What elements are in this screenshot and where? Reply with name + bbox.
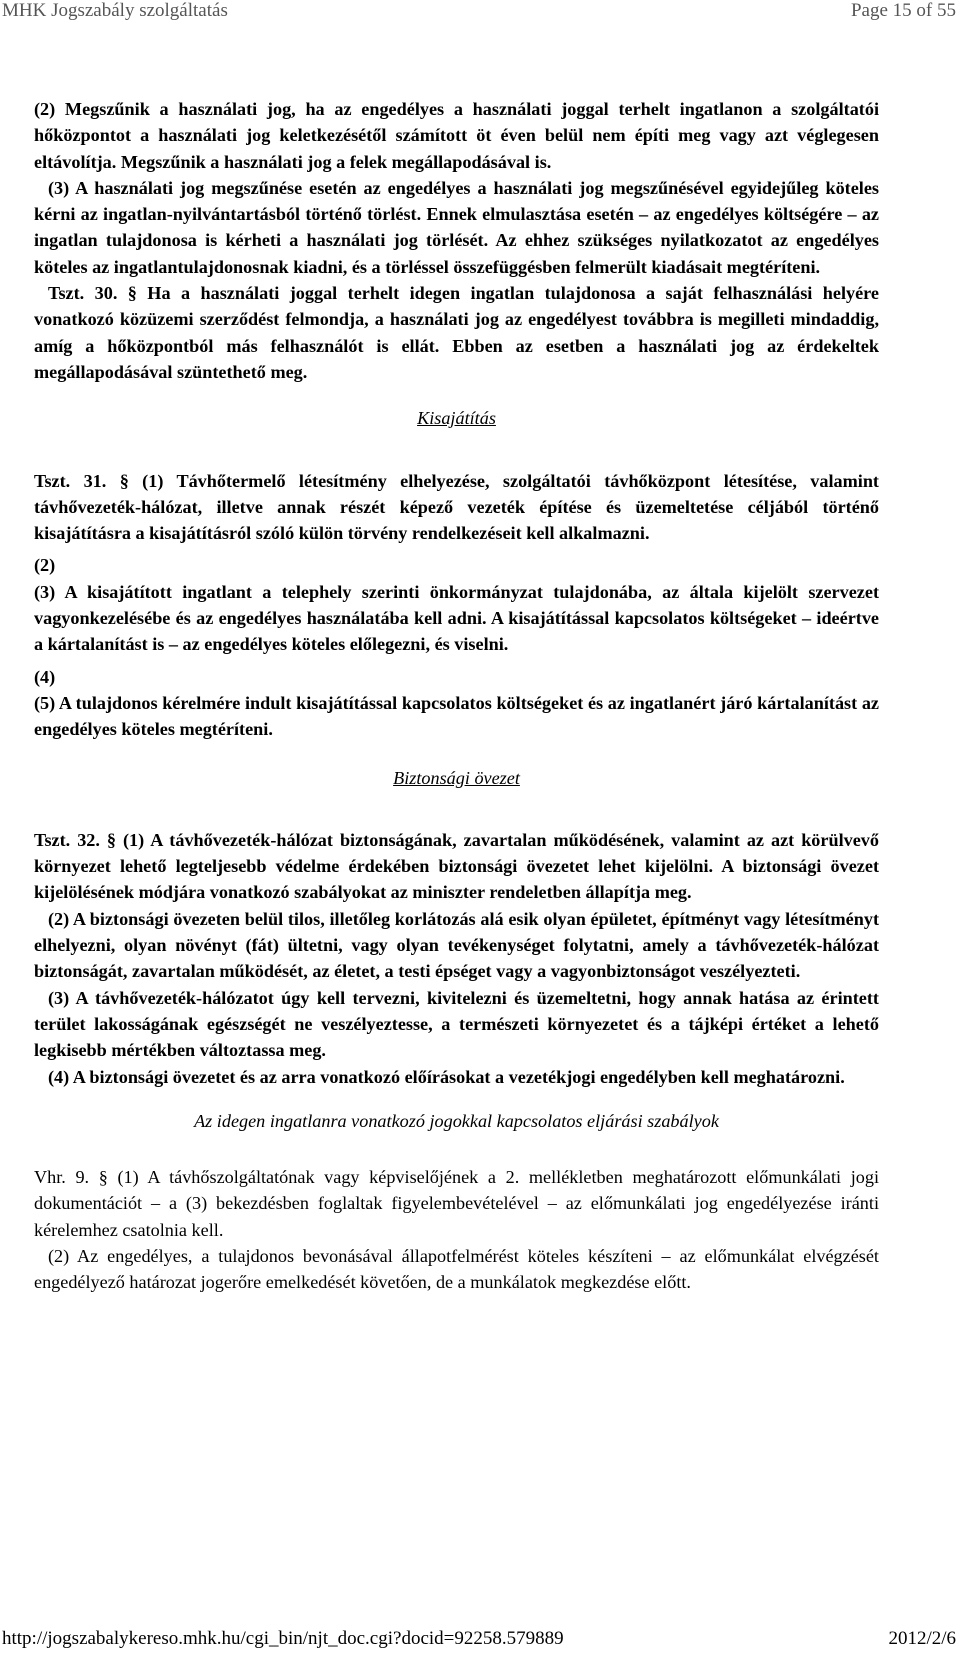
document-body (34, 96, 879, 1296)
paragraph-vhr-9-1: Vhr. 9. § (1) A távhőszolgáltatónak vagy képviselőjének a 2. mellékletben meghatározott előmunkálati jogi dokumentációt – a (3) bekezdésben foglaltak figyelembevételével – az előmunkálati jog engedélyezése iránti kérelemhez csatolnia kell. (34, 1167, 879, 1240)
paragraph-32-4: (4) A biztonsági övezetet és az arra vonatkozó előírásokat a vezetékjogi engedélyben kell meghatározni. (48, 1066, 845, 1087)
heading-eljarasi-szabalyok: Az idegen ingatlanra vonatkozó jogokkal kapcsolatos eljárási szabályok (194, 1110, 719, 1131)
paragraph-29-2: (2) Megszűnik a használati jog, ha az engedélyes a használati joggal terhelt ingatlanon a szolgáltatói hőközpontot a használati jog keletkezésétől számított öt éven belül nem építi meg vagy azt véglegesen eltávolítja. Megszűnik a használati jog a felek megállapodásával is. (34, 99, 879, 172)
paragraph-31-3: (3) A kisajátított ingatlant a telephely szerinti önkormányzat tulajdonába, az általa kijelölt szervezet vagyonkezelésébe és az engedélyes használatába kell adni. A kisajátítással kapcsolatos költségeket – ideértve a kártalanítást is – az engedélyes köteles előlegezni, és viselni. (34, 581, 879, 655)
paragraph-31-5: (5) A tulajdonos kérelmére indult kisajátítással kapcsolatos költségeket és az ingatlanért járó kártalanítást az engedélyes köteles megtéríteni. (34, 692, 879, 740)
footer-date: 2012/2/6 (888, 1628, 956, 1649)
footer-url: http://jogszabalykereso.mhk.hu/cgi_bin/njt_doc.cgi?docid=92258.579889 (2, 1628, 564, 1649)
paragraph-29-3: (3) A használati jog megszűnése esetén az engedélyes a használati jog megszűnésével egyidejűleg köteles kérni az ingatlan-nyilvántartásból történő törlést. Ennek elmulasztása esetén – az engedélyes költségére – az ingatlan tulajdonosa is kérheti a használati jog törlését. Az ehhez szükséges nyilatkozatot az engedélyes köteles az ingatlantulajdonosnak kiadni, és a törléssel összefüggésben felmerült kiadásait megtéríteni. (34, 177, 879, 277)
page-footer (2, 1628, 956, 1654)
page-header (0, 0, 960, 30)
paragraph-32-1: Tszt. 32. § (1) A távhővezeték-hálózat biztonságának, zavartalan működésének, valamint az azt körülvevő környezet lehető legteljesebb védelme érdekében biztonsági övezetet lehet kijelölni. A biztonsági övezet kijelölésének módjára vonatkozó szabályokat az miniszter rendeletben állapítja meg. (34, 829, 879, 903)
heading-biztonsagi-ovezet: Biztonsági övezet (393, 767, 520, 788)
paragraph-32-3: (3) A távhővezeték-hálózatot úgy kell tervezni, kivitelezni és üzemeltetni, hogy annak hatása az érintett terület lakosságának egészségét ne veszélyeztesse, a természeti környezetet és a tájképi értéket a lehető legkisebb mértékben változtassa meg. (34, 987, 879, 1061)
header-service-name: MHK Jogszabály szolgáltatás (2, 0, 228, 21)
paragraph-31-4: (4) (34, 666, 56, 687)
paragraph-31-1: Tszt. 31. § (1) Távhőtermelő létesítmény elhelyezése, szolgáltatói távhőközpont létesítése, valamint távhővezeték-hálózat, illetve annak részét képező vezeték építése és üzemeltetése céljából történő kisajátításra a kisajátításról szóló külön törvény rendelkezéseit kell alkalmazni. (34, 470, 879, 544)
header-page-number: Page 15 of 55 (850, 0, 956, 21)
paragraph-32-2: (2) A biztonsági övezeten belül tilos, illetőleg korlátozás alá esik olyan épületet, építményt vagy létesítményt elhelyezni, olyan növényt (fát) ültetni, vagy olyan tevékenységet folytatni, amely a távhővezeték-hálózat biztonságát, zavartalan működését, az életet, a testi épséget vagy a vagyonbiztonságot veszélyezteti. (34, 908, 879, 982)
heading-kisajatitas: Kisajátítás (417, 408, 496, 429)
paragraph-vhr-9-2: (2) Az engedélyes, a tulajdonos bevonásával állapotfelmérést köteles készíteni – az előmunkálat elvégzését engedélyező határozat jogerőre emelkedését követően, de a munkálatok megkezdése előtt. (34, 1245, 879, 1293)
paragraph-31-2: (2) (34, 555, 56, 576)
paragraph-30: Tszt. 30. § Ha a használati joggal terhelt idegen ingatlan tulajdonosa a saját felhasználási helyére vonatkozó közüzemi szerződést felmondja, a használati jog az engedélyest továbbra is megilleti mindaddig, amíg a hőközpontból más felhasználót is ellát. Ebben az esetben a használati jog az érdekeltek megállapodásával szüntethető meg. (34, 283, 879, 382)
